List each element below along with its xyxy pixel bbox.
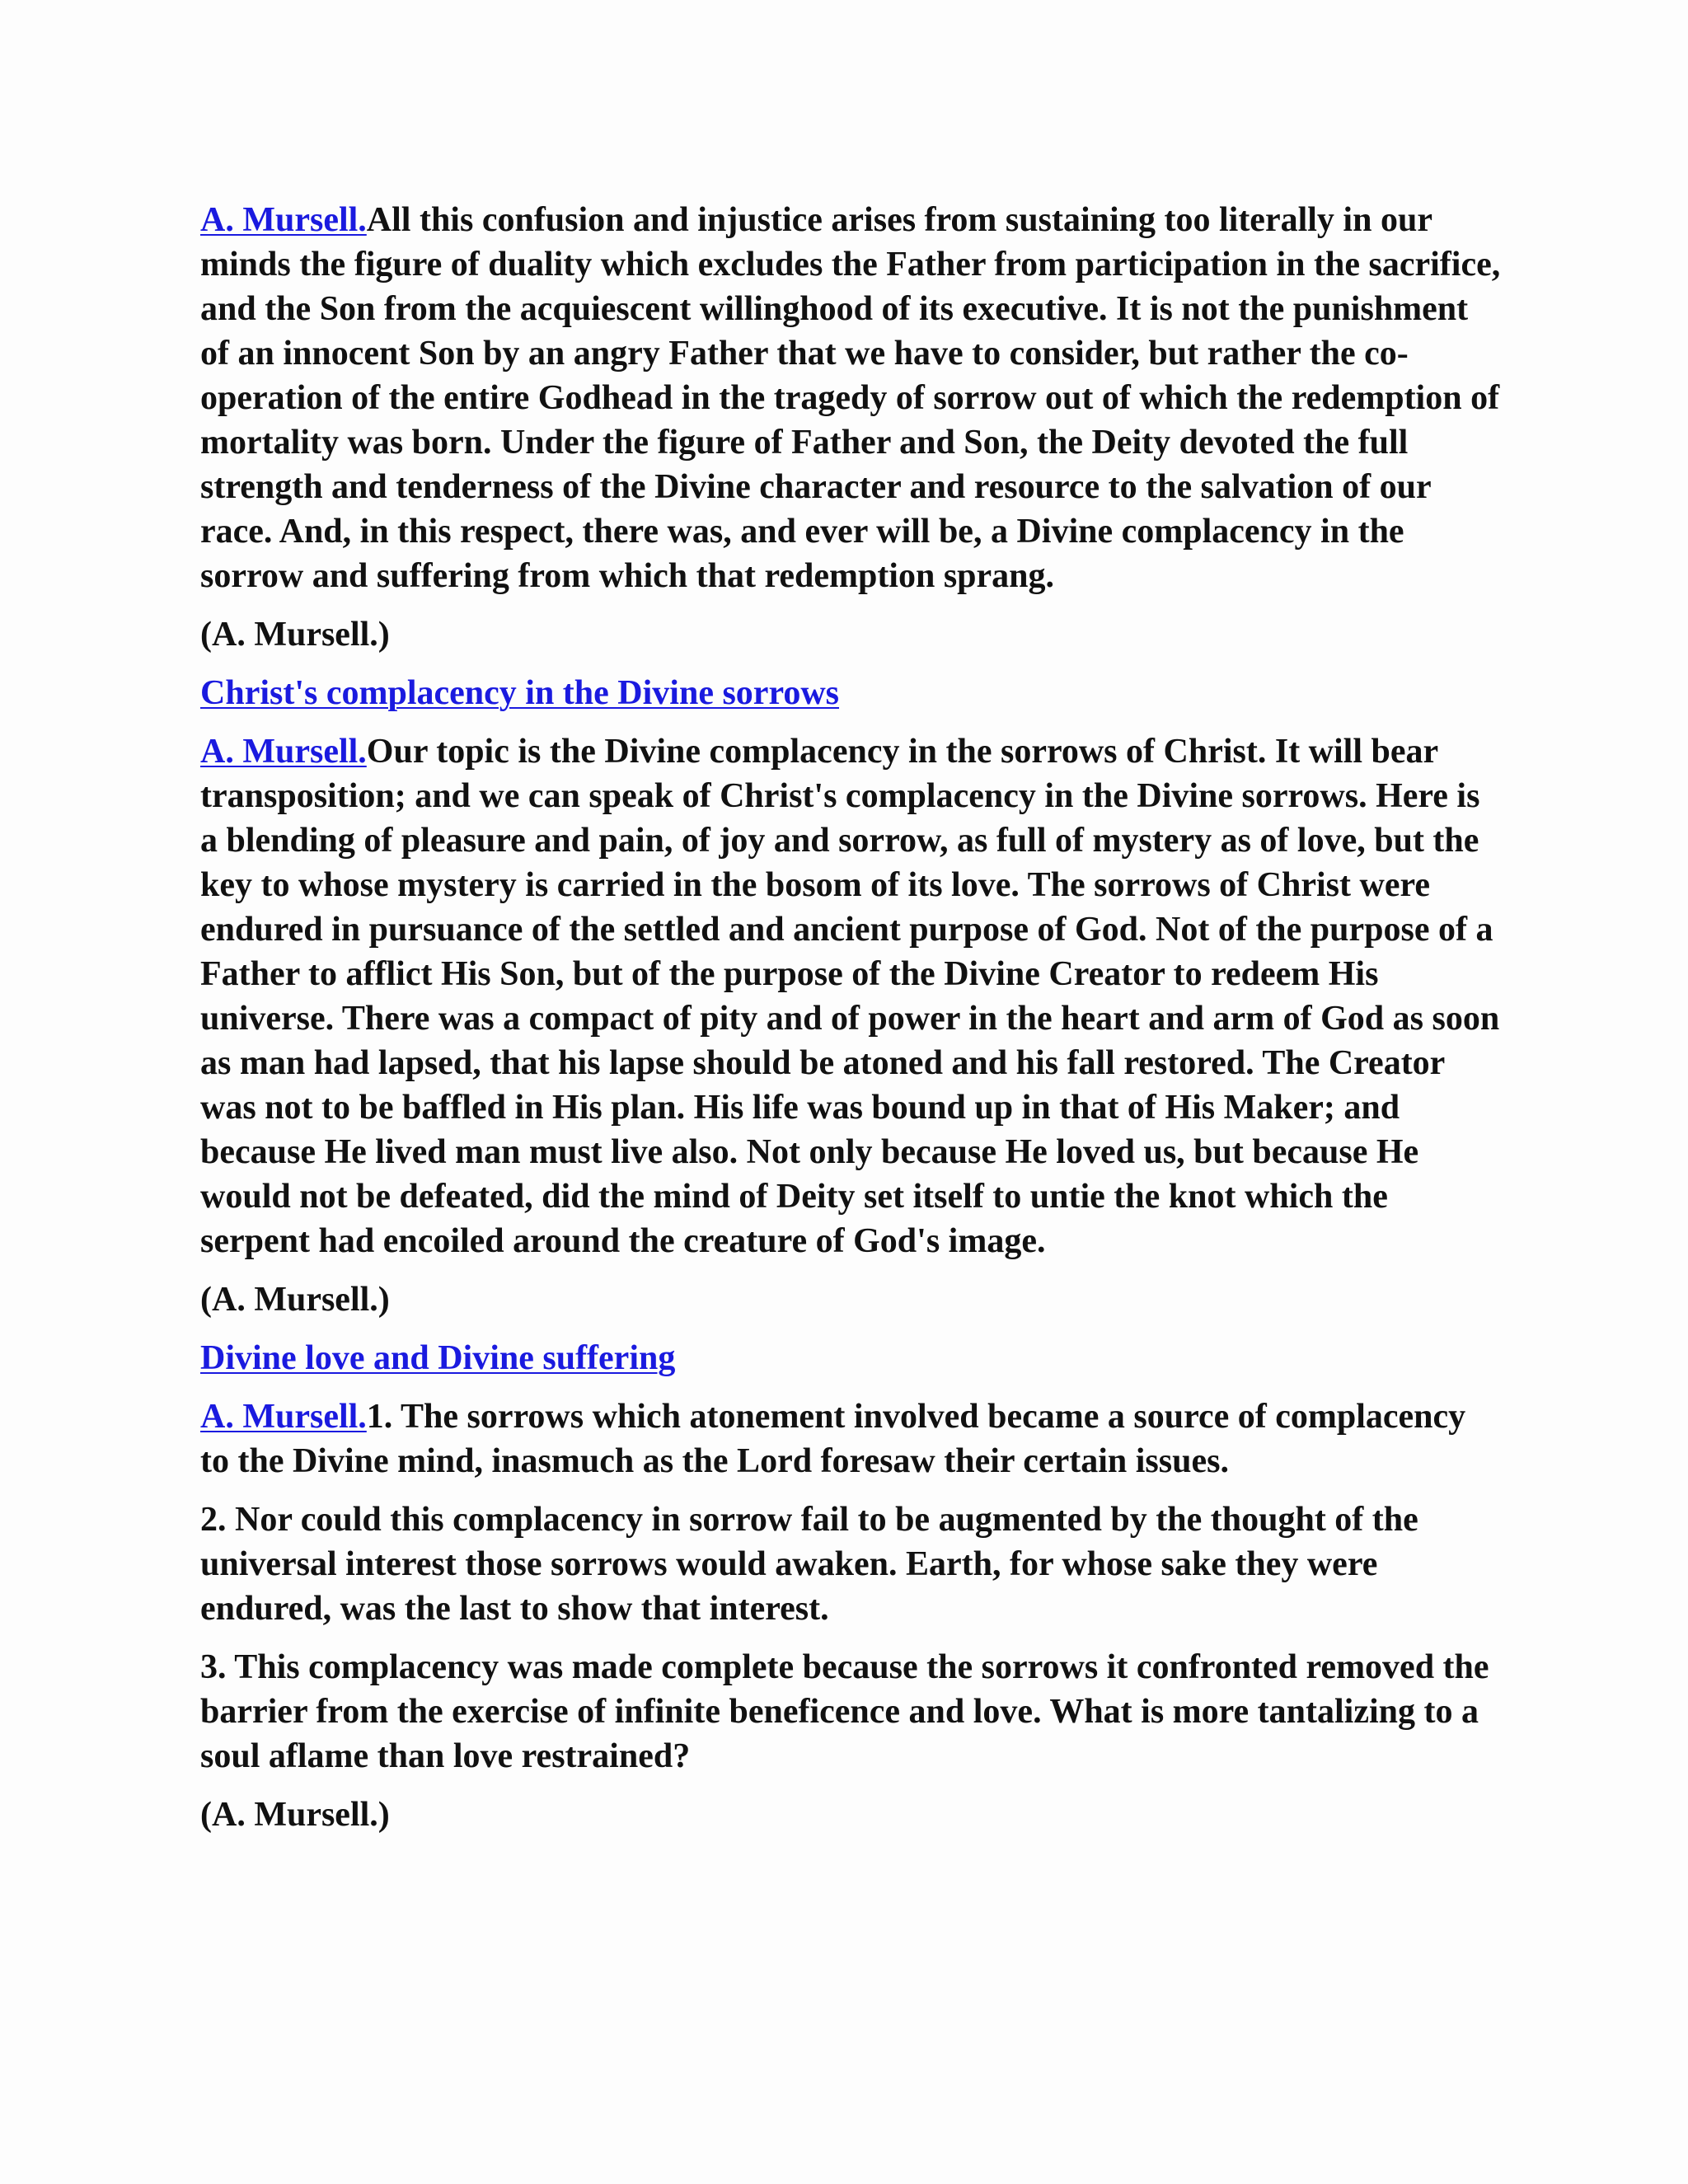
section-heading (200, 671, 1503, 715)
section-heading-link[interactable]: Divine love and Divine suffering (200, 1339, 676, 1377)
section-heading (200, 1336, 1503, 1380)
source-link[interactable]: A. Mursell. (200, 733, 367, 771)
attribution: (A. Mursell.) (200, 616, 390, 654)
document-page (200, 198, 1503, 1851)
source-link[interactable]: A. Mursell. (200, 1398, 367, 1436)
section-heading-link[interactable]: Christ's complacency in the Divine sorrows (200, 674, 840, 712)
paragraph: 2. Nor could this complacency in sorrow fail to be augmented by the thought of the universal interest those sorrows would awaken. Earth, for whose sake they were endured, was the last to show that interest. (200, 1501, 1418, 1628)
paragraph (200, 1394, 1503, 1483)
source-link[interactable]: A. Mursell. (200, 201, 367, 239)
attribution: (A. Mursell.) (200, 1796, 390, 1834)
section (200, 198, 1503, 657)
section (200, 671, 1503, 1322)
paragraph-text: Our topic is the Divine complacency in the sorrows of Christ. It will bear transposition; and we can speak of Christ's complacency in the Divine sorrows. Here is a blending of pleasure and pain, of joy and sorrow, as full of mystery as of love, but the key to whose mystery is carried in the bosom of its love. The sorrows of Christ were endured in pursuance of the settled and ancient purpose of God. Not of the purpose of a Father to afflict His Son, but of the purpose of the Divine Creator to redeem His universe. There was a compact of pity and of power in the heart and arm of God as soon as man had lapsed, that his lapse should be atoned and his fall restored. The Creator was not to be baffled in His plan. His life was bound up in that of His Maker; and because He lived man must live also. Not only because He loved us, but because He would not be defeated, did the mind of Deity set itself to untie the knot which the serpent had encoiled around the creature of God's image. (200, 733, 1500, 1260)
paragraph-text: 1. The sorrows which atonement involved became a source of complacency to the Divine mind, inasmuch as the Lord foresaw their certain issues. (200, 1398, 1466, 1480)
paragraph (200, 198, 1503, 598)
paragraph: 3. This complacency was made complete because the sorrows it confronted removed the barrier from the exercise of infinite beneficence and love. What is more tantalizing to a soul aflame than love restrained? (200, 1648, 1489, 1775)
paragraph (200, 729, 1503, 1263)
attribution: (A. Mursell.) (200, 1281, 390, 1319)
section (200, 1336, 1503, 1837)
paragraph-text: All this confusion and injustice arises from sustaining too literally in our minds the figure of duality which excludes the Father from participation in the sacrifice, and the Son from the acquiescent willinghood of its executive. It is not the punishment of an innocent Son by an angry Father that we have to consider, but rather the co-operation of the entire Godhead in the tragedy of sorrow out of which the redemption of mortality was born. Under the figure of Father and Son, the Deity devoted the full strength and tenderness of the Divine character and resource to the salvation of our race. And, in this respect, there was, and ever will be, a Divine complacency in the sorrow and suffering from which that redemption sprang. (200, 201, 1501, 595)
